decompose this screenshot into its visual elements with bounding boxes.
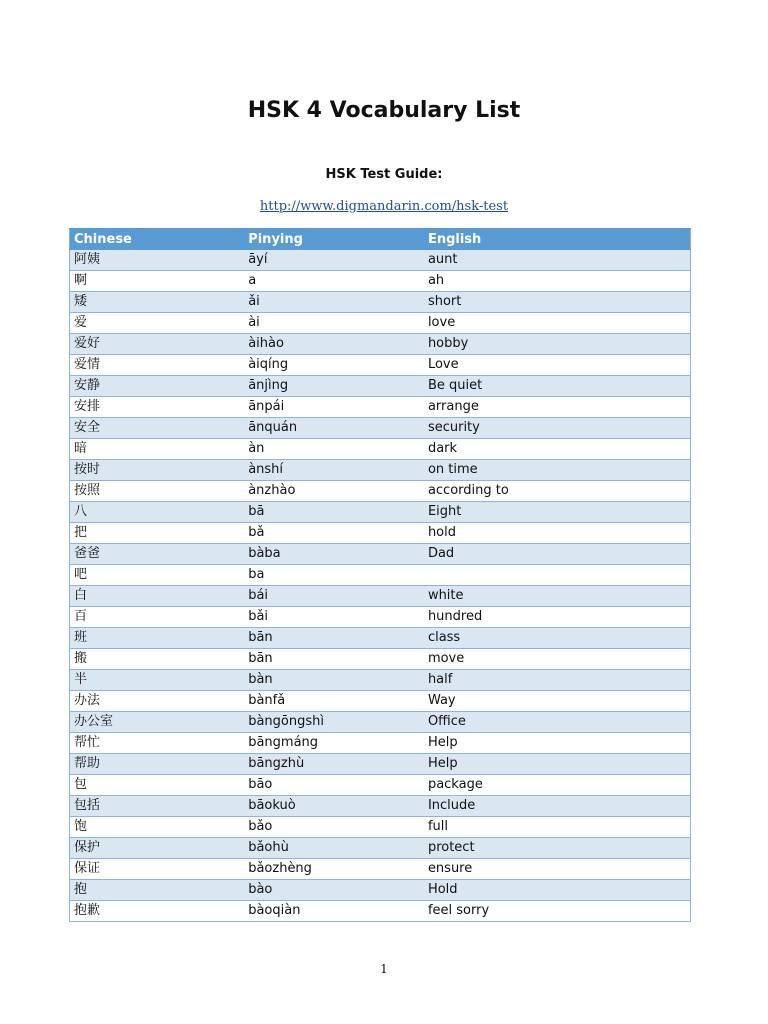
table-row: [70, 733, 691, 754]
cell-pinyin: bā: [244, 502, 424, 523]
cell-chinese: 把: [70, 523, 245, 544]
cell-english: package: [424, 775, 691, 796]
cell-pinyin: a: [244, 271, 424, 292]
cell-chinese: 班: [70, 628, 245, 649]
table-row: [70, 523, 691, 544]
table-row: [70, 544, 691, 565]
cell-english: full: [424, 817, 691, 838]
table-row: [70, 418, 691, 439]
table-row: [70, 481, 691, 502]
cell-pinyin: bāokuò: [244, 796, 424, 817]
cell-english: hobby: [424, 334, 691, 355]
cell-english: hold: [424, 523, 691, 544]
cell-english: Office: [424, 712, 691, 733]
cell-english: Eight: [424, 502, 691, 523]
cell-pinyin: ānjìng: [244, 376, 424, 397]
cell-chinese: 帮忙: [70, 733, 245, 754]
cell-pinyin: ànshí: [244, 460, 424, 481]
cell-english: ah: [424, 271, 691, 292]
table-row: [70, 250, 691, 271]
cell-english: Way: [424, 691, 691, 712]
cell-pinyin: bāngzhù: [244, 754, 424, 775]
cell-chinese: 包括: [70, 796, 245, 817]
table-row: [70, 838, 691, 859]
cell-chinese: 爸爸: [70, 544, 245, 565]
table-header-row: [70, 229, 691, 250]
table-row: [70, 565, 691, 586]
cell-chinese: 爱情: [70, 355, 245, 376]
cell-pinyin: bào: [244, 880, 424, 901]
table-row: [70, 334, 691, 355]
table-row: [70, 880, 691, 901]
table-row: [70, 313, 691, 334]
cell-english: white: [424, 586, 691, 607]
cell-pinyin: bǎ: [244, 523, 424, 544]
table-row: [70, 292, 691, 313]
cell-pinyin: ànzhào: [244, 481, 424, 502]
table-row: [70, 586, 691, 607]
guide-link[interactable]: http://www.digmandarin.com/hsk-test: [259, 199, 509, 214]
cell-pinyin: bān: [244, 628, 424, 649]
cell-english: Help: [424, 754, 691, 775]
cell-pinyin: bàngōngshì: [244, 712, 424, 733]
cell-pinyin: bāngmáng: [244, 733, 424, 754]
table-row: [70, 670, 691, 691]
cell-english: love: [424, 313, 691, 334]
guide-heading: HSK Test Guide:: [325, 167, 443, 182]
cell-english: Dad: [424, 544, 691, 565]
vocabulary-table: [69, 228, 691, 922]
table-row: [70, 397, 691, 418]
cell-english: arrange: [424, 397, 691, 418]
cell-chinese: 抱歉: [70, 901, 245, 922]
cell-english: [424, 565, 691, 586]
cell-english: Hold: [424, 880, 691, 901]
cell-chinese: 半: [70, 670, 245, 691]
header-english: English: [424, 229, 691, 250]
cell-chinese: 保护: [70, 838, 245, 859]
cell-chinese: 阿姨: [70, 250, 245, 271]
table-row: [70, 502, 691, 523]
cell-chinese: 饱: [70, 817, 245, 838]
table-row: [70, 712, 691, 733]
cell-english: Help: [424, 733, 691, 754]
cell-pinyin: bǎozhèng: [244, 859, 424, 880]
cell-english: aunt: [424, 250, 691, 271]
cell-pinyin: bànfǎ: [244, 691, 424, 712]
cell-chinese: 安全: [70, 418, 245, 439]
table-row: [70, 460, 691, 481]
table-row: [70, 796, 691, 817]
table-row: [70, 271, 691, 292]
cell-pinyin: ba: [244, 565, 424, 586]
cell-english: protect: [424, 838, 691, 859]
cell-chinese: 啊: [70, 271, 245, 292]
cell-chinese: 帮助: [70, 754, 245, 775]
cell-english: feel sorry: [424, 901, 691, 922]
cell-chinese: 爱好: [70, 334, 245, 355]
cell-pinyin: ānpái: [244, 397, 424, 418]
cell-english: according to: [424, 481, 691, 502]
cell-pinyin: bǎo: [244, 817, 424, 838]
cell-chinese: 安静: [70, 376, 245, 397]
table-row: [70, 859, 691, 880]
table-row: [70, 691, 691, 712]
cell-english: Be quiet: [424, 376, 691, 397]
cell-pinyin: bān: [244, 649, 424, 670]
header-pinyin: Pinying: [244, 229, 424, 250]
cell-chinese: 办公室: [70, 712, 245, 733]
cell-chinese: 安排: [70, 397, 245, 418]
table-row: [70, 649, 691, 670]
cell-chinese: 爱: [70, 313, 245, 334]
cell-pinyin: ǎi: [244, 292, 424, 313]
cell-english: hundred: [424, 607, 691, 628]
cell-pinyin: āyí: [244, 250, 424, 271]
cell-pinyin: bāo: [244, 775, 424, 796]
cell-chinese: 抱: [70, 880, 245, 901]
cell-english: ensure: [424, 859, 691, 880]
cell-chinese: 搬: [70, 649, 245, 670]
cell-chinese: 百: [70, 607, 245, 628]
cell-english: move: [424, 649, 691, 670]
page-number: 1: [380, 962, 388, 976]
cell-pinyin: bái: [244, 586, 424, 607]
cell-pinyin: àihào: [244, 334, 424, 355]
cell-pinyin: ài: [244, 313, 424, 334]
header-chinese: Chinese: [70, 229, 245, 250]
cell-chinese: 白: [70, 586, 245, 607]
cell-english: half: [424, 670, 691, 691]
cell-pinyin: ānquán: [244, 418, 424, 439]
cell-chinese: 保证: [70, 859, 245, 880]
cell-chinese: 包: [70, 775, 245, 796]
cell-chinese: 办法: [70, 691, 245, 712]
cell-pinyin: àiqíng: [244, 355, 424, 376]
page-title: HSK 4 Vocabulary List: [247, 98, 521, 123]
cell-pinyin: bǎohù: [244, 838, 424, 859]
table-row: [70, 901, 691, 922]
table-row: [70, 355, 691, 376]
cell-english: Love: [424, 355, 691, 376]
table-row: [70, 754, 691, 775]
cell-english: security: [424, 418, 691, 439]
cell-chinese: 矮: [70, 292, 245, 313]
cell-chinese: 暗: [70, 439, 245, 460]
cell-chinese: 吧: [70, 565, 245, 586]
cell-english: class: [424, 628, 691, 649]
cell-pinyin: bǎi: [244, 607, 424, 628]
table-body: [70, 250, 691, 922]
cell-english: on time: [424, 460, 691, 481]
table-row: [70, 439, 691, 460]
cell-chinese: 按照: [70, 481, 245, 502]
table-row: [70, 376, 691, 397]
cell-english: Include: [424, 796, 691, 817]
cell-pinyin: bàba: [244, 544, 424, 565]
cell-english: short: [424, 292, 691, 313]
cell-pinyin: bàoqiàn: [244, 901, 424, 922]
cell-english: dark: [424, 439, 691, 460]
table-row: [70, 775, 691, 796]
cell-chinese: 八: [70, 502, 245, 523]
cell-pinyin: àn: [244, 439, 424, 460]
cell-pinyin: bàn: [244, 670, 424, 691]
table-row: [70, 817, 691, 838]
cell-chinese: 按时: [70, 460, 245, 481]
table-row: [70, 607, 691, 628]
table-row: [70, 628, 691, 649]
